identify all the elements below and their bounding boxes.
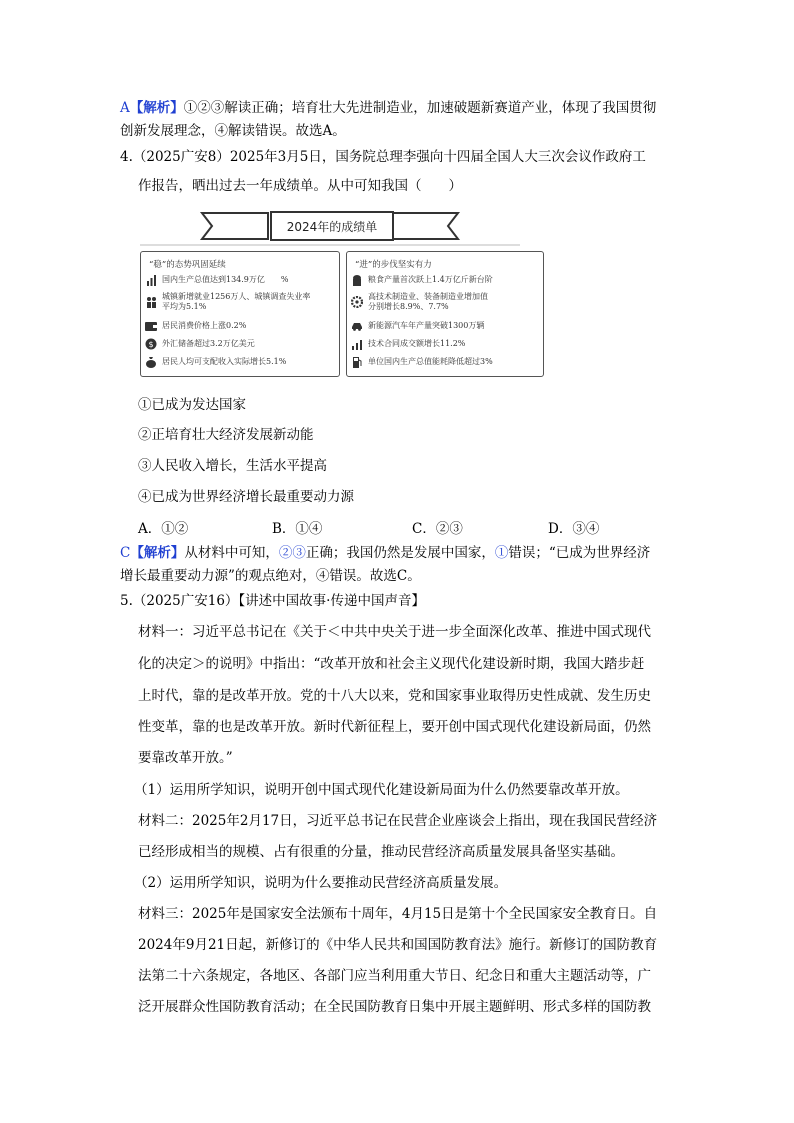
q5-material-1-line-2: 化的决定＞的说明》中指出：“改革开放和社会主义现代化建设新时期，我国大踏步赶	[138, 656, 645, 672]
wallet-icon	[145, 320, 157, 332]
grain-icon	[351, 274, 363, 286]
q5-material-2-line-1: 材料二：2025年2月17日，习近平总书记在民营企业座谈会上指出，现在我国民营经济	[138, 813, 658, 829]
left-item-4	[145, 338, 335, 350]
answer-letter: C	[120, 545, 131, 561]
money-bag-icon	[145, 356, 157, 368]
q4-choice-a: A．①②	[138, 521, 189, 537]
q3-answer-text: ①②③解读正确；培育壮大先进制造业，加速破题新赛道产业，体现了我国贯彻	[183, 100, 657, 116]
analysis-tag: 【解析】	[129, 100, 184, 116]
q4-choice-c: C．②③	[412, 521, 463, 537]
left-item-2	[145, 292, 335, 312]
left-item-5	[145, 356, 335, 368]
left-item-1	[145, 274, 335, 286]
q4-choice-b: B．①④	[272, 521, 323, 537]
right-item-5	[351, 356, 539, 368]
figure-title: 2024年的成绩单	[270, 211, 394, 241]
right-item-4-text: 技术合同成交额增长11.2%	[368, 339, 466, 348]
right-item-3-text: 新能源汽车年产量突破1300万辆	[368, 321, 485, 330]
people-icon	[145, 296, 157, 308]
q5-material-2-line-2: 已经形成相当的规模、占有很重的分量，推动民营经济高质量发展具备坚实基础。	[138, 844, 624, 860]
q5-material-1-line-5: 要靠改革开放。”	[138, 750, 233, 766]
right-item-1	[351, 274, 539, 286]
q4-option-2: ②正培育壮大经济发展新动能	[138, 427, 314, 443]
left-panel	[140, 251, 340, 377]
left-item-5-text: 居民人均可支配收入实际增长5.1%	[162, 357, 287, 366]
q5-material-3-line-3: 法第二十六条规定，各地区、各部门应当利用重大节日、纪念日和重大主题活动等，广	[138, 968, 651, 984]
right-item-1-text: 粮食产量首次跃上1.4万亿斤新台阶	[368, 275, 493, 284]
left-item-3-text: 居民消费价格上涨0.2%	[162, 321, 247, 330]
analysis-tag: 【解析】	[130, 545, 185, 561]
q3-answer-line-1	[120, 98, 656, 118]
q3-answer-line-2: 创新发展理念，④解读错误。故选A。	[120, 123, 346, 139]
left-item-4-text: 外汇储备超过3.2万亿美元	[162, 339, 255, 348]
q4-choice-d: D．③④	[548, 521, 600, 537]
q5-question-2: （2）运用所学知识，说明为什么要推动民营经济高质量发展。	[134, 875, 508, 891]
car-icon	[351, 320, 363, 332]
q4-answer-line-2: 增长最重要动力源”的观点绝对，④错误。故选C。	[120, 568, 421, 584]
q5-material-3-line-2: 2024年9月21日起，新修订的《中华人民共和国国防教育法》施行。新修订的国防教育	[138, 937, 658, 953]
q4-stem-line-1: 4.（2025广安8）2025年3月5日，国务院总理李强向十四届全国人大三次会议作政府工	[120, 149, 646, 165]
q4-answer-part-e: 错误；“已成为世界经济	[508, 545, 651, 561]
gear-icon	[351, 296, 363, 308]
right-item-2	[351, 292, 539, 312]
q5-material-1-line-1: 材料一：习近平总书记在《关于＜中共中央关于进一步全面深化改革、推进中国式现代	[138, 624, 651, 640]
left-panel-heading: “稳”的态势巩固延续	[149, 260, 226, 270]
bar-chart-icon	[145, 274, 157, 286]
left-item-2-text: 城镇新增就业1256万人、城镇调查失业率 平均为5.1%	[162, 292, 311, 311]
q4-answer-line-1	[120, 543, 650, 563]
q4-option-3: ③人民收入增长，生活水平提高	[138, 458, 327, 474]
scorecard-figure	[140, 205, 520, 377]
svg-text:$: $	[148, 340, 154, 349]
q5-material-3-line-1: 材料三：2025年是国家安全法颁布十周年，4月15日是第十个全民国家安全教育日。自	[138, 906, 658, 922]
right-panel-heading: “进”的步伐坚实有力	[355, 260, 432, 270]
q4-option-4: ④已成为世界经济增长最重要动力源	[138, 489, 354, 505]
q4-answer-part-c: 正确；我国仍然是发展中国家，	[305, 545, 495, 561]
q5-material-3-line-4: 泛开展群众性国防教育活动；在全民国防教育日集中开展主题鲜明、形式多样的国防教	[138, 999, 651, 1015]
left-item-1-text: 国内生产总值达到134.9万亿 %	[162, 275, 289, 284]
fuel-icon	[351, 356, 363, 368]
answer-letter: A	[120, 100, 130, 116]
right-item-5-text: 单位国内生产总值能耗降低超过3%	[368, 357, 493, 366]
q4-stem-line-2: 作报告，晒出过去一年成绩单。从中可知我国（ ）	[138, 178, 462, 194]
q4-answer-part-b: ②③	[278, 545, 306, 561]
q5-header: 5.（2025广安16）【讲述中国故事·传递中国声音】	[120, 593, 425, 609]
q4-answer-part-a: 从材料中可知，	[184, 545, 279, 561]
right-panel	[346, 251, 544, 377]
left-item-3	[145, 320, 335, 332]
coin-icon	[145, 338, 157, 350]
right-item-3	[351, 320, 539, 332]
q5-material-1-line-3: 上时代，靠的是改革开放。党的十八大以来，党和国家事业取得历史性成就、发生历史	[138, 688, 651, 704]
q5-question-1: （1）运用所学知识，说明开创中国式现代化建设新局面为什么仍然要靠改革开放。	[134, 782, 629, 798]
right-item-4	[351, 338, 539, 350]
q5-material-1-line-4: 性变革，靠的也是改革开放。新时代新征程上，要开创中国式现代化建设新局面，仍然	[138, 719, 651, 735]
q4-answer-part-d: ①	[494, 545, 509, 561]
q4-option-1: ①已成为发达国家	[138, 397, 246, 413]
right-item-2-text: 高技术制造业、装备制造业增加值 分别增长8.9%、7.7%	[368, 292, 488, 311]
growth-chart-icon	[351, 338, 363, 350]
